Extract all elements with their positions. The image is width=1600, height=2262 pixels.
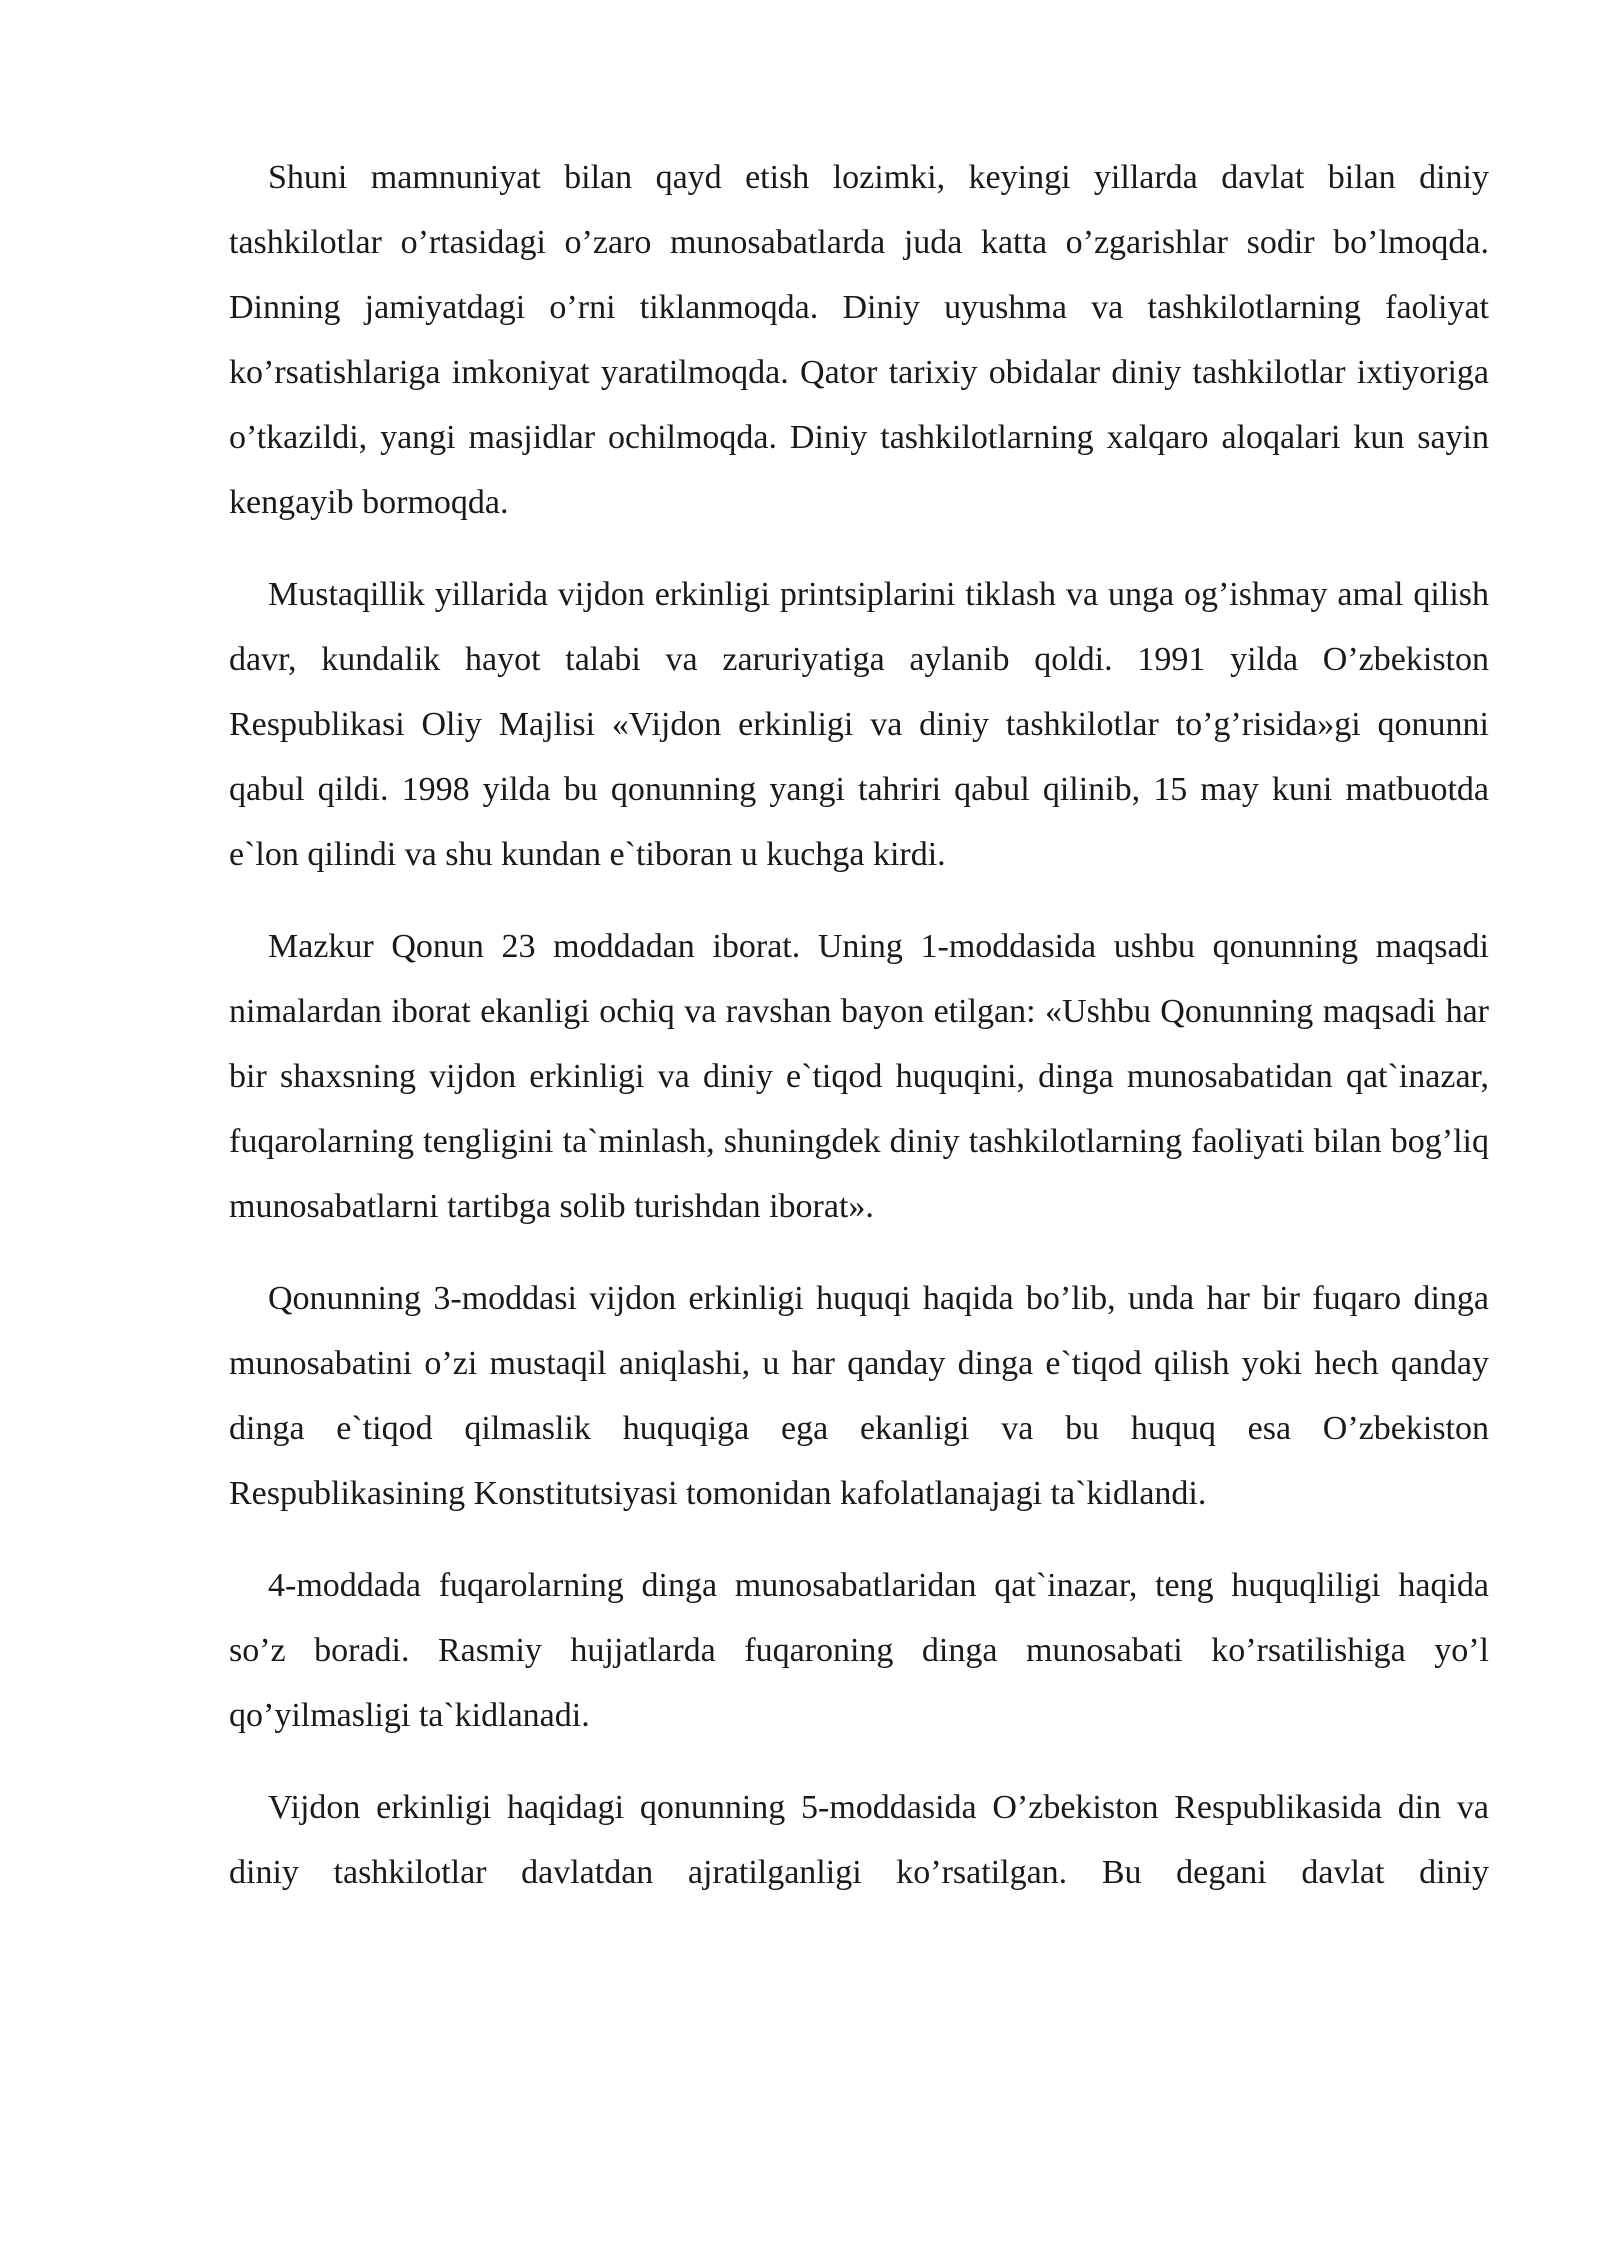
paragraph-2: Mustaqillik yillarida vijdon erkinligi printsiplarini tiklash va unga og’ishmay amal qilish davr, kundalik hayot talabi va zaruriyatiga aylanib qoldi. 1991 yilda O’zbekiston Respublikasi Oliy Majlisi «Vijdon erkinligi va diniy tashkilotlar to’g’risida»gi qonunni qabul qildi. 1998 yilda bu qonunning yangi tahriri qabul qilinib, 15 may kuni matbuotda e`lon qilindi va shu kundan e`tiboran u kuchga kirdi. xyxy=(229,576,1489,873)
paragraph-5: 4-moddada fuqarolarning dinga munosabatlaridan qat`inazar, teng huquqliligi haqida so’z boradi. Rasmiy hujjatlarda fuqaroning dinga munosabati ko’rsatilishiga yo’l qo’yilmasligi ta`kidlanadi. xyxy=(229,1567,1489,1734)
paragraph-3: Mazkur Qonun 23 moddadan iborat. Uning 1-moddasida ushbu qonunning maqsadi nimalardan iborat ekanligi ochiq va ravshan bayon etilgan: «Ushbu Qonunning maqsadi har bir shaxsning vijdon erkinligi va diniy e`tiqod huquqini, dinga munosabatidan qat`inazar, fuqarolarning tengligini ta`minlash, shuningdek diniy tashkilotlarning faoliyati bilan bog’liq munosabatlarni tartibga solib turishdan iborat». xyxy=(229,928,1489,1225)
paragraph-1: Shuni mamnuniyat bilan qayd etish lozimki, keyingi yillarda davlat bilan diniy tashkilotlar o’rtasidagi o’zaro munosabatlarda juda katta o’zgarishlar sodir bo’lmoqda. Dinning jamiyatdagi o’rni tiklanmoqda. Diniy uyushma va tashkilotlarning faoliyat ko’rsatishlariga imkoniyat yaratilmoqda. Qator tarixiy obidalar diniy tashkilotlar ixtiyoriga o’tkazildi, yangi masjidlar ochilmoqda. Diniy tashkilotlarning xalqaro aloqalari kun sayin kengayib bormoqda. xyxy=(229,159,1489,521)
paragraph-6: Vijdon erkinligi haqidagi qonunning 5-moddasida O’zbekiston Respublikasida din va diniy tashkilotlar davlatdan ajratilganligi ko’rsatilgan. Bu degani davlat diniy xyxy=(229,1789,1489,1891)
document-page xyxy=(229,145,1489,1932)
paragraph-4: Qonunning 3-moddasi vijdon erkinligi huquqi haqida bo’lib, unda har bir fuqaro dinga munosabatini o’zi mustaqil aniqlashi, u har qanday dinga e`tiqod qilish yoki hech qanday dinga e`tiqod qilmaslik huquqiga ega ekanligi va bu huquq esa O’zbekiston Respublikasining Konstitutsiyasi tomonidan kafolatlanajagi ta`kidlandi. xyxy=(229,1280,1489,1512)
